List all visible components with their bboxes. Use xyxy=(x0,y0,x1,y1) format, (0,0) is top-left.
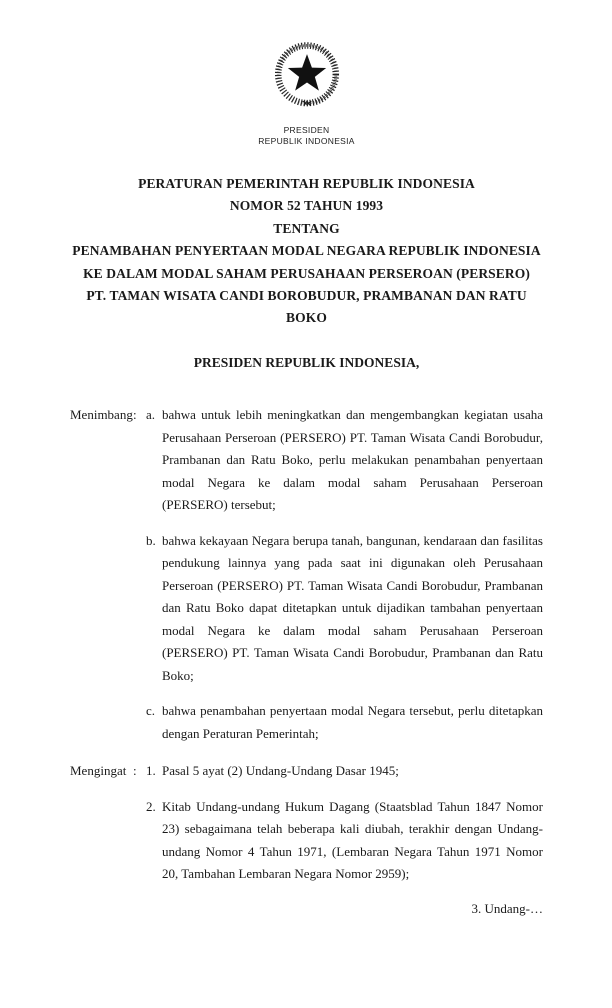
letterhead xyxy=(70,0,543,147)
clause-label: Mengingat xyxy=(70,763,127,779)
title-line-5: KE DALAM MODAL SAHAM PERUSAHAAN PERSEROAN (PERSERO) xyxy=(83,265,530,281)
org-caption xyxy=(70,125,543,147)
org-line2: REPUBLIK INDONESIA xyxy=(258,136,355,146)
clause-item-1 xyxy=(146,760,543,783)
clause-separator: : xyxy=(133,407,137,423)
item-marker: 2. xyxy=(146,798,156,814)
clause-item-b xyxy=(146,530,543,688)
document-title xyxy=(70,173,543,330)
clause-label: Menimbang xyxy=(70,407,133,423)
presidential-star-wreath-emblem xyxy=(271,38,343,112)
item-text: bahwa penambahan penyertaan modal Negara tersebut, perlu ditetapkan dengan Peraturan Pemerintah; xyxy=(162,703,543,741)
title-line-4: PENAMBAHAN PENYERTAAN MODAL NEGARA REPUBLIK INDONESIA xyxy=(72,243,541,259)
item-marker: b. xyxy=(146,532,156,548)
clause-items xyxy=(146,760,543,886)
clause-item-c xyxy=(146,700,543,745)
title-line-3: TENTANG xyxy=(273,220,340,236)
item-text: Kitab Undang-undang Hukum Dagang (Staatsblad Tahun 1847 Nomor 23) sebagaimana telah beberapa kali diubah, terakhir dengan Undang-undang Nomor 4 Tahun 1971, (Lembaran Negara Tahun 1971 Nomor 20, Tambahan Lembaran Negara Nomor 2959); xyxy=(162,798,543,882)
item-text: Pasal 5 ayat (2) Undang-Undang Dasar 1945; xyxy=(162,763,399,779)
clause-separator: : xyxy=(133,763,137,779)
item-marker: c. xyxy=(146,703,156,719)
title-line-1: PERATURAN PEMERINTAH REPUBLIK INDONESIA xyxy=(138,176,475,191)
item-text: bahwa kekayaan Negara berupa tanah, bangunan, kendaraan dan fasilitas pendukung lainnya yang pada saat ini digunakan oleh Perusahaan Perseroan (PERSERO) PT. Taman Wisata Candi Borobudur, Prambanan dan Ratu Boko dapat ditetapkan untuk dijadikan tambahan penyertaan modal Negara ke dalam modal saham Perusahaan Perseroan (PERSERO) PT. Taman Wisata Candi Borobudur, Prambanan dan Ratu Boko; xyxy=(162,532,543,683)
org-line1: PRESIDEN xyxy=(283,125,330,135)
document-body xyxy=(70,404,543,886)
salutation: PRESIDEN REPUBLIK INDONESIA, xyxy=(193,354,420,370)
item-marker: 1. xyxy=(146,763,156,779)
title-line-6: PT. TAMAN WISATA CANDI BOROBUDUR, PRAMBANAN DAN RATU BOKO xyxy=(86,288,527,326)
clause-items xyxy=(146,404,543,745)
clause-mengingat xyxy=(70,760,543,886)
item-text: bahwa untuk lebih meningkatkan dan mengembangkan kegiatan usaha Perusahaan Perseroan (PERSERO) PT. Taman Wisata Candi Borobudur, Prambanan dan Ratu Boko, perlu melakukan penambahan penyertaan modal Negara ke dalam modal saham Perusahaan Perseroan (PERSERO) tersebut; xyxy=(162,407,543,513)
title-line-2: NOMOR 52 TAHUN 1993 xyxy=(229,198,384,214)
clause-item-a xyxy=(146,404,543,517)
clause-menimbang xyxy=(70,404,543,745)
catchword: 3. Undang-… xyxy=(471,901,543,916)
star-icon xyxy=(287,54,325,91)
clause-item-2 xyxy=(146,796,543,886)
item-marker: a. xyxy=(146,407,156,423)
